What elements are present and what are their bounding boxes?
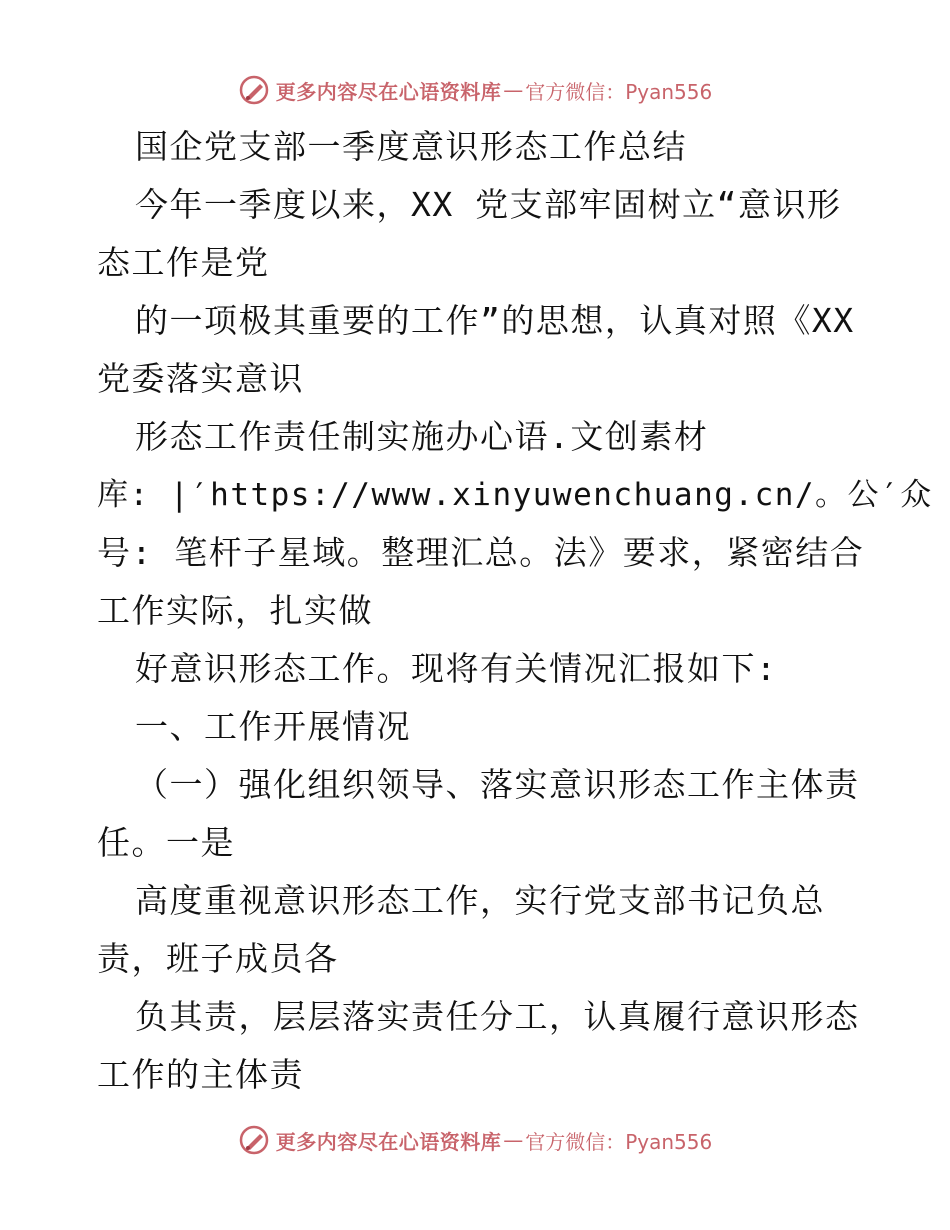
watermark-brand: 更多内容尽在心语资料库 — [275, 79, 502, 104]
paragraph-line: 责，班子成员各 — [97, 939, 339, 978]
paragraph-line: 库: |′https://www.xinyuwenchuang.cn/。公′众 — [97, 477, 933, 513]
watermark-brand: 更多内容尽在心语资料库 — [275, 1129, 502, 1154]
watermark-wechat: 官方微信：Pyan556 — [525, 1129, 713, 1154]
paragraph-line: 工作的主体责 — [97, 1055, 304, 1094]
subsection-heading: （一）强化组织领导、落实意识形态工作主体责 — [135, 765, 860, 804]
paragraph-line: 好意识形态工作。现将有关情况汇报如下: — [135, 649, 778, 688]
paragraph-line: 形态工作责任制实施办心语.文创素材 — [135, 417, 709, 456]
header-watermark — [0, 70, 950, 110]
paragraph-line: 高度重视意识形态工作，实行党支部书记负总 — [135, 881, 825, 920]
document-title: 国企党支部一季度意识形态工作总结 — [135, 127, 687, 166]
footer-watermark — [0, 1120, 950, 1160]
paragraph-line: 任。一是 — [97, 823, 235, 862]
pen-logo-icon — [238, 74, 270, 106]
pen-logo-icon — [238, 1124, 270, 1156]
paragraph-line: 号: 笔杆子星域。整理汇总。法》要求，紧密结合 — [97, 533, 865, 572]
section-heading: 一、工作开展情况 — [135, 707, 411, 746]
watermark-dash: — — [503, 78, 524, 102]
paragraph-line: 今年一季度以来，XX 党支部牢固树立“意识形 — [135, 185, 842, 224]
watermark-wechat: 官方微信：Pyan556 — [525, 79, 713, 104]
paragraph-line: 党委落实意识 — [97, 359, 304, 398]
paragraph-line: 工作实际，扎实做 — [97, 591, 373, 630]
watermark-dash: — — [503, 1128, 524, 1152]
paragraph-line: 的一项极其重要的工作”的思想，认真对照《XX — [135, 301, 855, 340]
paragraph-line: 态工作是党 — [97, 243, 270, 282]
paragraph-line: 负其责，层层落实责任分工，认真履行意识形态 — [135, 997, 860, 1036]
